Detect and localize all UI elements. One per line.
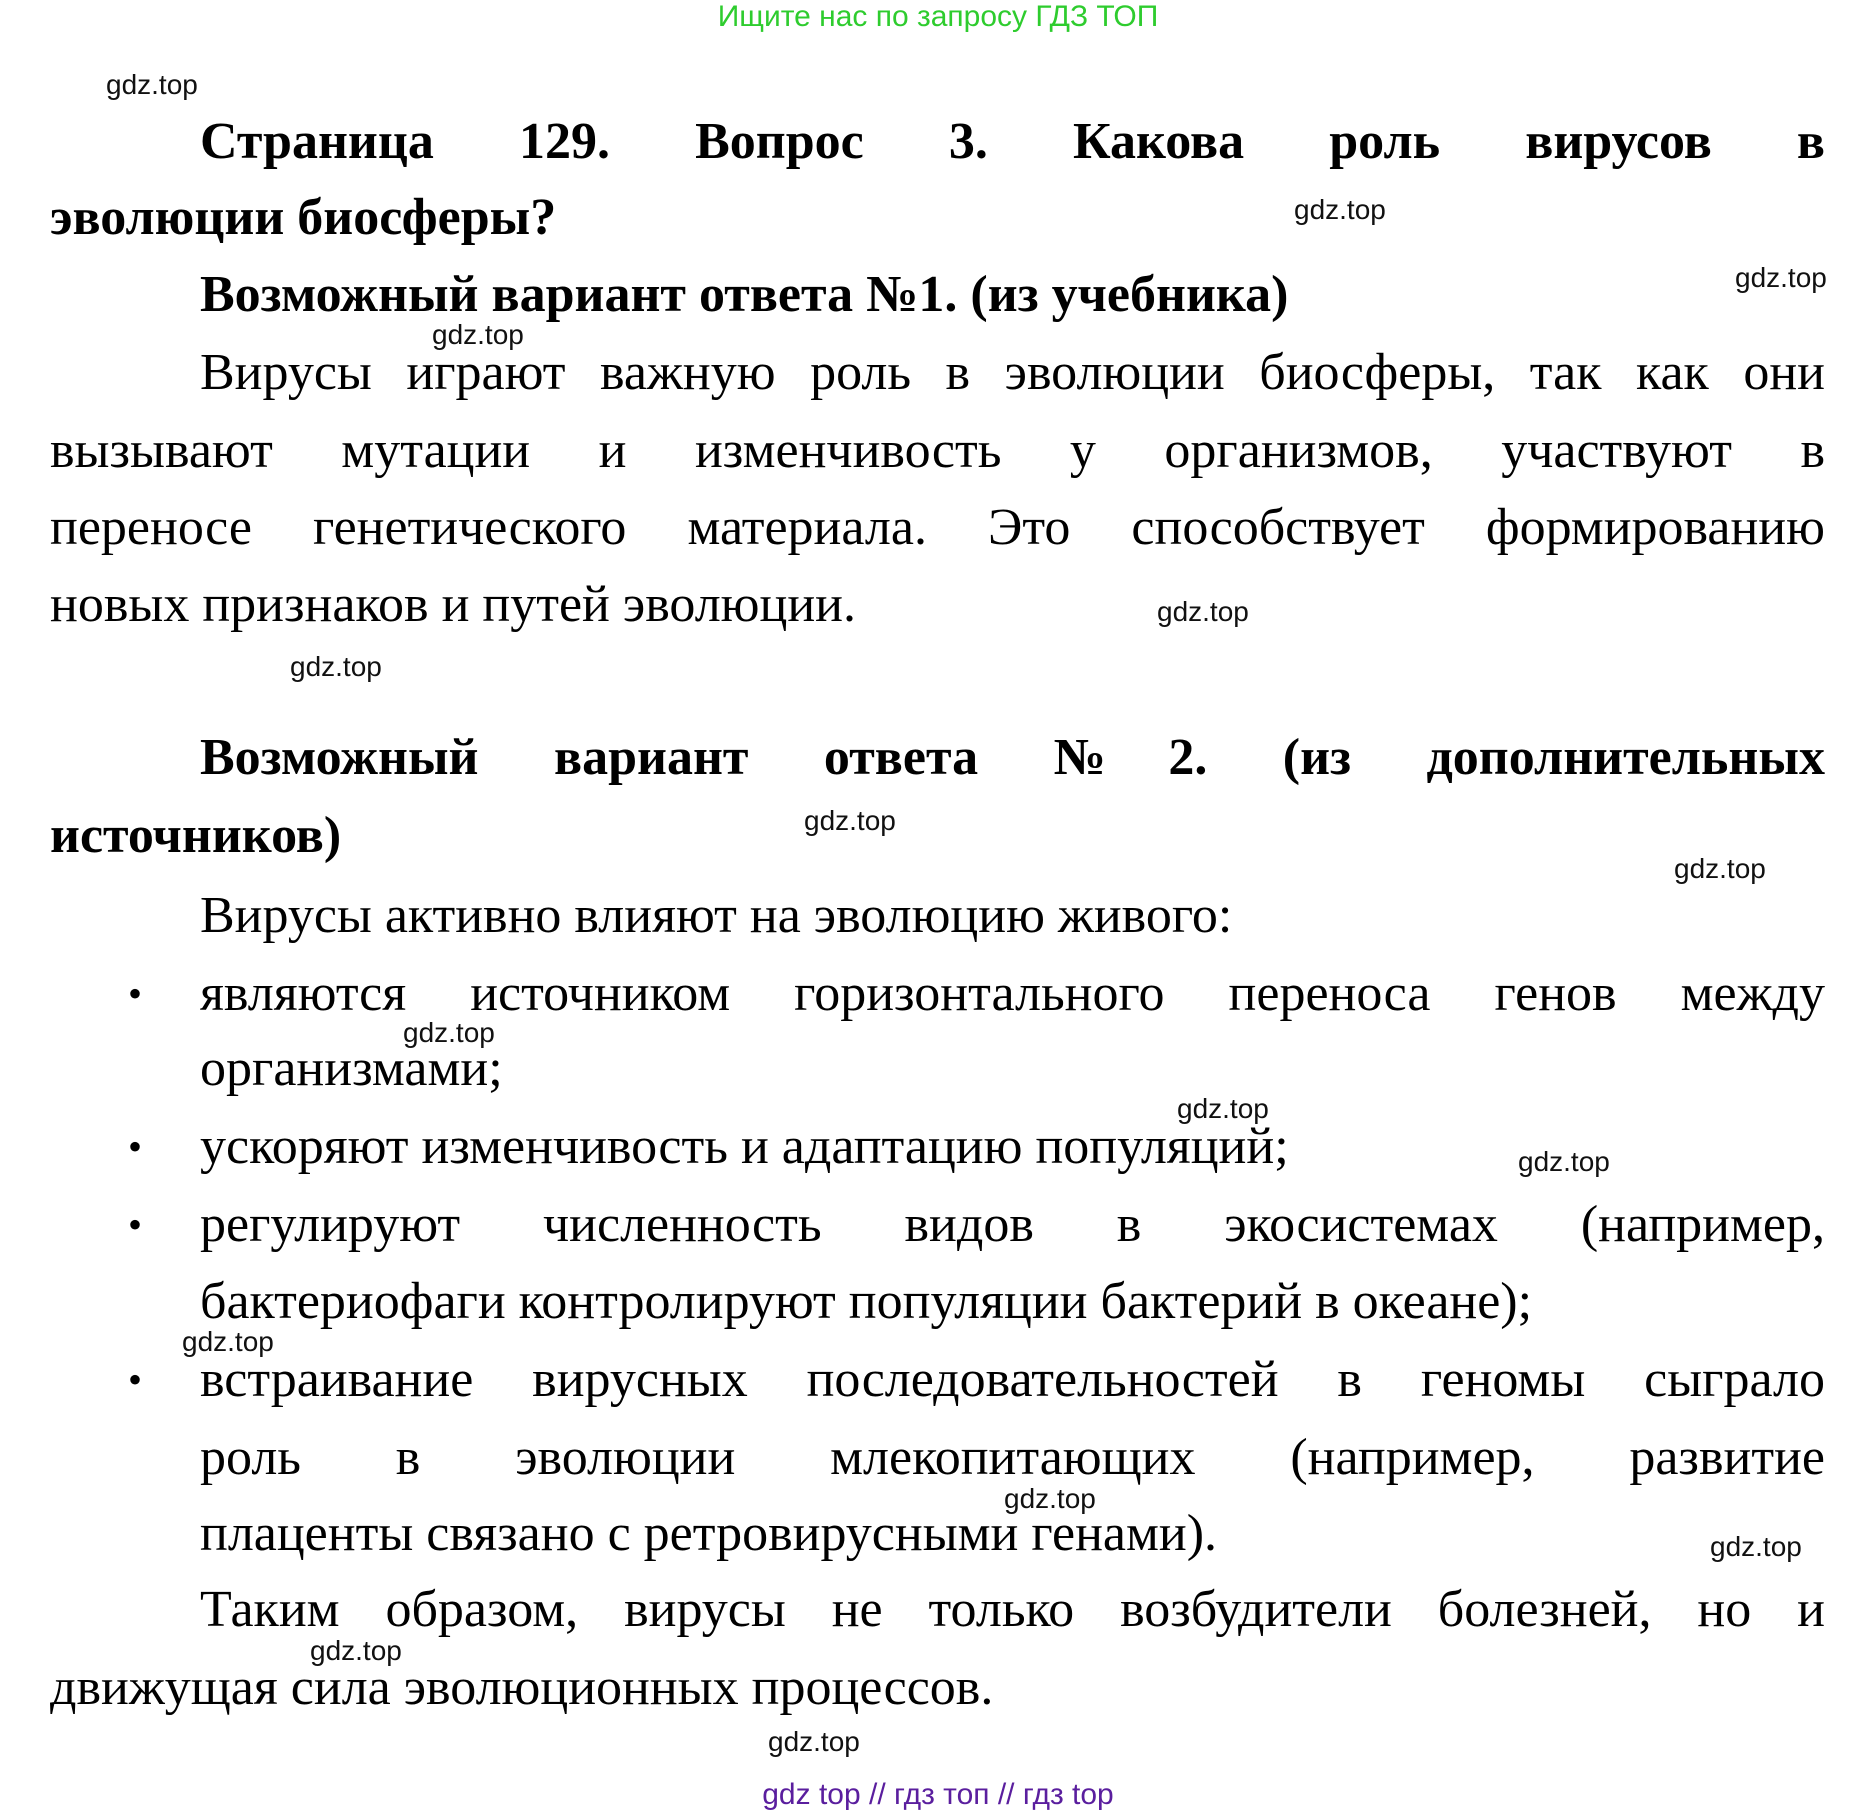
search-banner[interactable]: Ищите нас по запросу ГДЗ ТОП [717, 0, 1159, 33]
answer1-heading: Возможный вариант ответа №1. (из учебника) [200, 266, 1289, 323]
bullet-line: плаценты связано с ретровирусными генами). [200, 1505, 1218, 1562]
watermark: gdz.top [106, 69, 198, 100]
watermark: gdz.top [403, 1017, 495, 1048]
watermark: gdz.top [1294, 194, 1386, 225]
answer2-heading-line-2: источников) [50, 807, 342, 864]
watermark: gdz.top [1004, 1483, 1096, 1514]
bullet-line: регулируют численность видов в экосистемах (например, [200, 1196, 1825, 1253]
watermark: gdz.top [768, 1726, 860, 1757]
watermark: gdz.top [182, 1326, 274, 1357]
watermark: gdz.top [290, 651, 382, 682]
watermark: gdz.top [1674, 853, 1766, 884]
conclusion-line: движущая сила эволюционных процессов. [50, 1659, 994, 1716]
bullet-icon: • [128, 1124, 143, 1169]
bullet-icon: • [128, 971, 143, 1016]
bullet-icon: • [128, 1202, 143, 1247]
footer-links[interactable]: gdz top // гдз топ // гдз top [762, 1778, 1114, 1811]
watermark: gdz.top [1157, 596, 1249, 627]
answer2-heading-line-1: Возможный вариант ответа №2. (из дополнительных [200, 729, 1825, 786]
conclusion-line: Таким образом, вирусы не только возбудители болезней, но и [200, 1581, 1825, 1638]
bullet-line: являются источником горизонтального переноса генов между [200, 965, 1825, 1022]
watermark: gdz.top [432, 319, 524, 350]
answer1-line: вызывают мутации и изменчивость у организмов, участвуют в [50, 422, 1825, 479]
watermark: gdz.top [310, 1635, 402, 1666]
watermark: gdz.top [1735, 262, 1827, 293]
answer2-intro: Вирусы активно влияют на эволюцию живого: [200, 887, 1233, 944]
bullet-line: роль в эволюции млекопитающих (например, развитие [200, 1429, 1825, 1486]
watermark: gdz.top [804, 805, 896, 836]
answer1-line: новых признаков и путей эволюции. [50, 576, 856, 633]
question-title-line-2: эволюции биосферы? [50, 189, 557, 246]
bullet-line: встраивание вирусных последовательностей в геномы сыграло [200, 1351, 1825, 1408]
bullet-line: бактериофаги контролируют популяции бактерий в океане); [200, 1273, 1533, 1330]
answer1-line: переносе генетического материала. Это способствует формированию [50, 499, 1825, 556]
answer1-line: Вирусы играют важную роль в эволюции биосферы, так как они [200, 344, 1825, 401]
question-title-line-1: Страница 129. Вопрос 3. Какова роль вирусов в [200, 113, 1825, 170]
watermark: gdz.top [1177, 1093, 1269, 1124]
bullet-icon: • [128, 1357, 143, 1402]
bullet-line: организмами; [200, 1040, 503, 1097]
bullet-line: ускоряют изменчивость и адаптацию популяций; [200, 1118, 1289, 1175]
watermark: gdz.top [1710, 1531, 1802, 1562]
watermark: gdz.top [1518, 1146, 1610, 1177]
